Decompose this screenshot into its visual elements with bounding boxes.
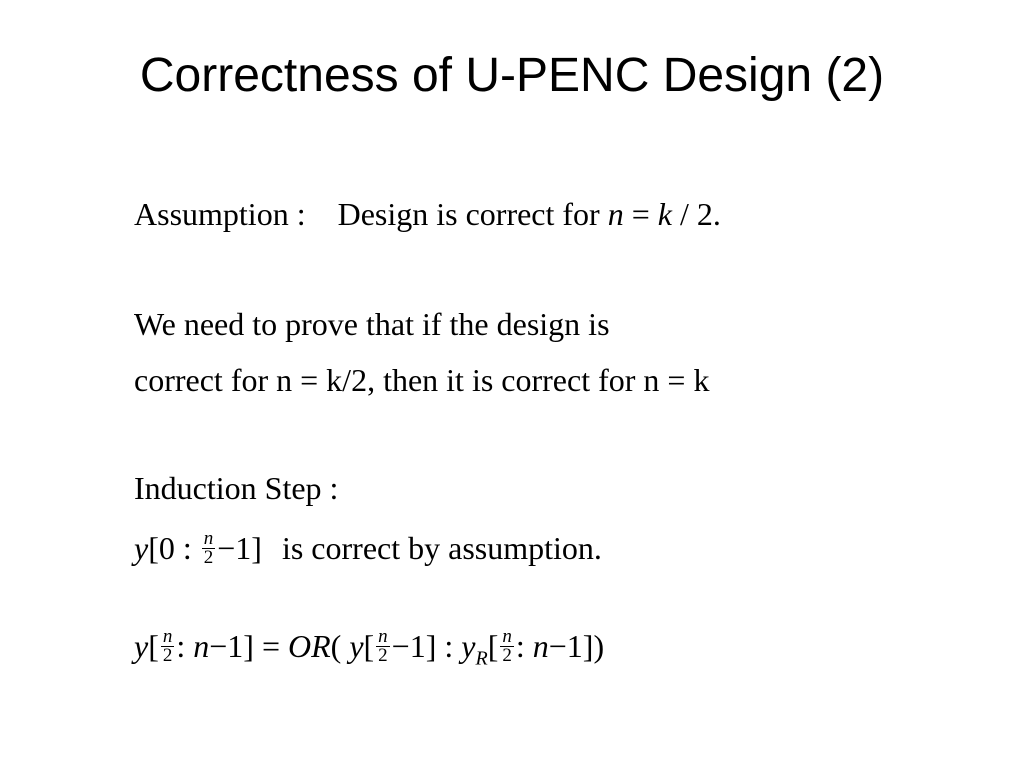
- eq2-fraction-2: [376, 628, 390, 665]
- assumption-var-k: k: [657, 196, 672, 232]
- eq2-frac1-den: 2: [162, 645, 173, 667]
- eq2-fraction-3: [500, 628, 514, 665]
- eq2-frac3-den: 2: [502, 645, 512, 667]
- eq1-text: is correct by assumption.: [281, 530, 602, 566]
- assumption-rest: / 2.: [679, 196, 721, 232]
- eq1-frac-num: n: [203, 528, 214, 550]
- equation-1: [134, 528, 602, 570]
- eq2-n: n: [193, 628, 210, 664]
- induction-label: Induction Step :: [134, 470, 339, 506]
- eq2-y3: y: [461, 628, 476, 664]
- eq2-frac2-num: n: [378, 626, 388, 648]
- eq2-mid3: −1] :: [391, 628, 462, 664]
- assumption-label: Assumption :: [134, 196, 306, 232]
- assumption-line: [134, 194, 721, 234]
- eq1-open: [0 :: [148, 530, 192, 566]
- eq2-y: y: [134, 628, 149, 664]
- eq2-frac3-num: n: [502, 626, 512, 648]
- equation-2: [134, 626, 604, 678]
- eq2-frac1-num: n: [162, 626, 173, 648]
- eq2-close: −1]): [548, 628, 605, 664]
- eq2-n2: n: [532, 628, 549, 664]
- prove-line-1: We need to prove that if the design is: [134, 306, 610, 342]
- prove-line-2: correct for n = k/2, then it is correct for n = k: [134, 362, 710, 398]
- eq1-fraction: [202, 530, 216, 567]
- assumption-equals: =: [631, 196, 650, 232]
- eq2-paren-open: (: [330, 628, 350, 664]
- eq2-open3: [: [487, 628, 499, 664]
- assumption-text: Design is correct for: [337, 196, 600, 232]
- eq2-frac2-den: 2: [378, 645, 388, 667]
- slide-title: Correctness of U-PENC Design (2): [139, 49, 885, 102]
- eq2-or: OR: [288, 628, 331, 664]
- eq2-open: [: [148, 628, 159, 664]
- eq1-y: y: [134, 530, 149, 566]
- eq1-close: −1]: [217, 530, 262, 566]
- eq2-fraction-1: [161, 628, 175, 665]
- eq2-open2: [: [363, 628, 375, 664]
- eq2-mid4: :: [515, 628, 533, 664]
- eq2-mid2: −1] =: [209, 628, 288, 664]
- assumption-var-n: n: [607, 196, 624, 232]
- eq1-frac-den: 2: [203, 547, 214, 569]
- eq2-y2: y: [349, 628, 364, 664]
- eq2-mid1: :: [176, 628, 194, 664]
- eq2-sub-r: R: [475, 647, 488, 670]
